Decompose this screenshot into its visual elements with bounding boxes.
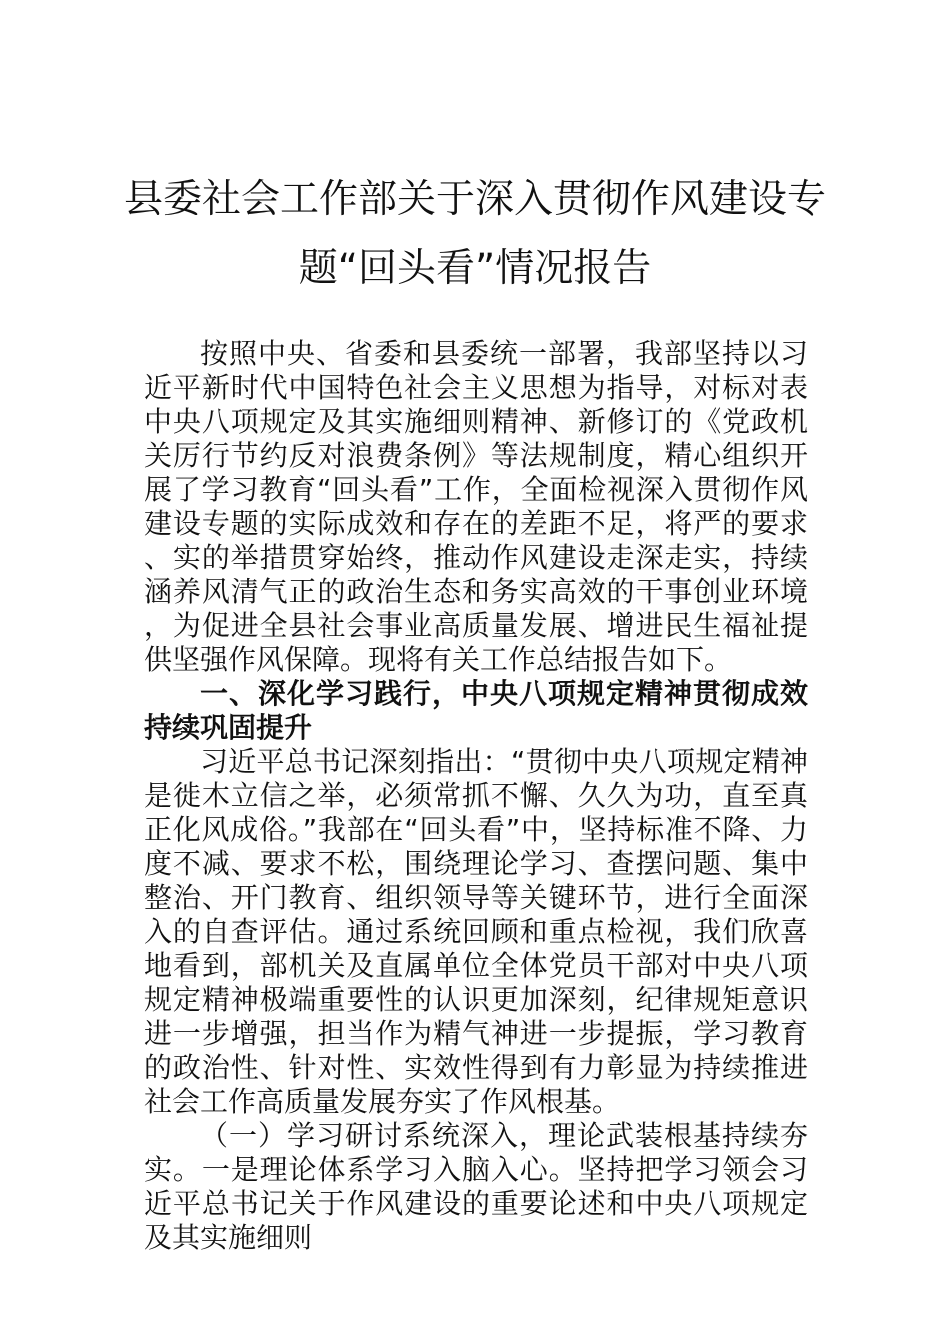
document-title-line-1: 县委社会工作部关于深入贯彻作风建设专 <box>123 177 826 222</box>
section-heading-1: 一、深化学习践行，中央八项规定精神贯彻成效持续巩固提升 <box>144 677 808 744</box>
subsection-1-paragraph: （一）学习研讨系统深入，理论武装根基持续夯实。一是理论体系学习入脑入心。坚持把学习领会习近平总书记关于作风建设的重要论述和中央八项规定及其实施细则 <box>144 1119 808 1254</box>
document-title-line-2: 题“回头看”情况报告 <box>298 246 652 291</box>
document-body <box>144 337 808 1255</box>
section-1-paragraph: 习近平总书记深刻指出：“贯彻中央八项规定精神是徙木立信之举，必须常抓不懈、久久为功，直至真正化风成俗。”我部在“回头看”中，坚持标准不降、力度不减、要求不松，围绕理论学习、查摆问题、集中整治、开门教育、组织领导等关键环节，进行全面深入的自查评估。通过系统回顾和重点检视，我们欣喜地看到，部机关及直属单位全体党员干部对中央八项规定精神极端重要性的认识更加深刻，纪律规矩意识进一步增强，担当作为精气神进一步提振，学习教育的政治性、针对性、实效性得到有力彰显为持续推进社会工作高质量发展夯实了作风根基。 <box>144 745 808 1118</box>
intro-paragraph: 按照中央、省委和县委统一部署，我部坚持以习近平新时代中国特色社会主义思想为指导，对标对表中央八项规定及其实施细则精神、新修订的《党政机关厉行节约反对浪费条例》等法规制度，精心组织开展了学习教育“回头看”工作，全面检视深入贯彻作风建设专题的实际成效和存在的差距不足，将严的要求、实的举措贯穿始终，推动作风建设走深走实，持续涵养风清气正的政治生态和务实高效的干事创业环境，为促进全县社会事业高质量发展、增进民生福祉提供坚强作风保障。现将有关工作总结报告如下。 <box>144 337 808 676</box>
